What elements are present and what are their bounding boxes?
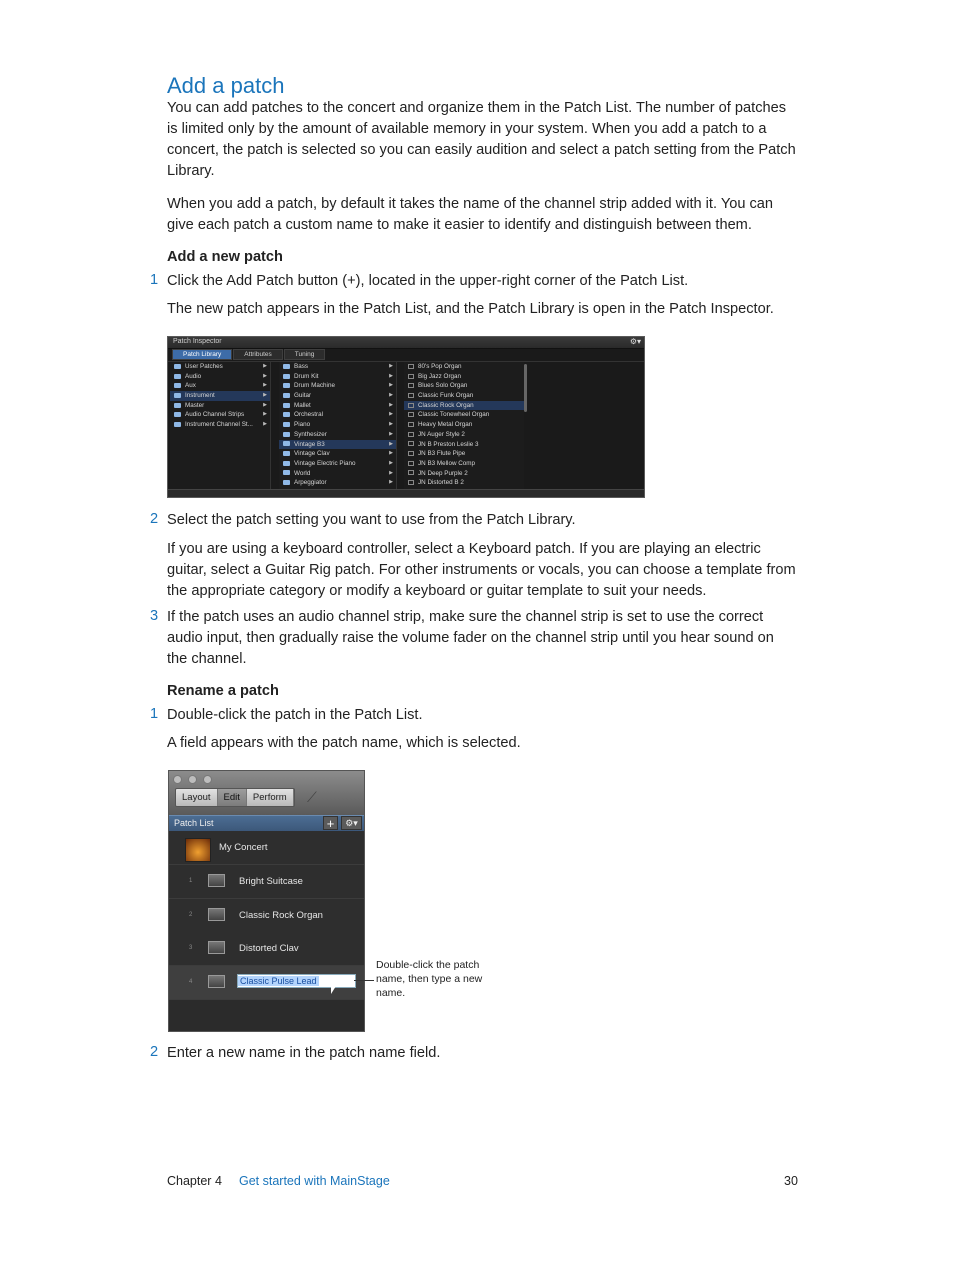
library-row[interactable]: JN B Preston Leslie 3 [404, 440, 524, 450]
folder-icon [283, 422, 290, 427]
patch-list-header [169, 815, 364, 831]
arrow-right-icon: ▶ [389, 479, 393, 486]
library-row[interactable]: JN Deep Purple 2 [404, 469, 524, 479]
folder-icon [174, 364, 181, 369]
step-note: The new patch appears in the Patch List, and the Patch Library is open in the Patch Inspector. [167, 301, 774, 317]
library-row[interactable]: User Patches ▶ [170, 362, 270, 372]
library-row[interactable]: Bass ▶ [279, 362, 396, 372]
arrow-right-icon: ▶ [263, 392, 267, 399]
library-row[interactable]: Audio Channel Strips ▶ [170, 410, 270, 420]
folder-icon [283, 480, 290, 485]
library-row[interactable]: Heavy Metal Organ [404, 420, 524, 430]
arrow-right-icon: ▶ [389, 372, 393, 379]
step-number: 2 [150, 511, 159, 527]
library-row[interactable]: Orchestral ▶ [279, 410, 396, 420]
folder-icon [174, 412, 181, 417]
patch-icon [408, 461, 414, 466]
library-row[interactable]: JN B3 Flute Pipe [404, 449, 524, 459]
patch-number: 1 [189, 878, 193, 884]
patch-icon [408, 432, 414, 437]
folder-icon [283, 461, 290, 466]
inspector-footer [168, 489, 644, 498]
library-row[interactable]: Guitar ▶ [279, 391, 396, 401]
step-number: 1 [150, 272, 159, 288]
library-row[interactable]: World ▶ [279, 469, 396, 479]
patch-icon [408, 374, 414, 379]
patch-icon [408, 422, 414, 427]
patch-name: Bright Suitcase [239, 876, 303, 887]
patch-row[interactable] [169, 932, 364, 966]
step-text: Double-click the patch in the Patch List. [167, 707, 423, 723]
patch-icon [408, 441, 414, 446]
patch-row[interactable] [169, 865, 364, 899]
patch-row[interactable] [169, 899, 364, 933]
inspector-title: Patch Inspector [173, 338, 222, 345]
library-row[interactable]: Classic Tonewheel Organ [404, 410, 524, 420]
callout-text: Double-click the patch name, then type a new name. [376, 959, 483, 999]
arrow-right-icon: ▶ [263, 411, 267, 418]
folder-icon [283, 432, 290, 437]
arrow-right-icon: ▶ [389, 363, 393, 369]
folder-icon [283, 364, 290, 369]
keyboard-icon [208, 874, 225, 887]
scrollbar[interactable] [524, 364, 527, 412]
arrow-right-icon: ▶ [389, 469, 393, 476]
folder-icon [283, 441, 290, 446]
organ-icon [208, 908, 225, 921]
patch-icon [408, 393, 414, 398]
library-row-selected[interactable]: Vintage B3 ▶ [279, 440, 396, 450]
step-number: 1 [150, 706, 159, 722]
patch-icon [408, 480, 414, 485]
arrow-right-icon: ▶ [389, 459, 393, 466]
library-row[interactable]: JN Distorted B 2 [404, 478, 524, 488]
arrow-right-icon: ▶ [263, 382, 267, 389]
inspector-tabs [172, 349, 326, 360]
clav-icon [208, 941, 225, 954]
folder-icon [174, 403, 181, 408]
patch-number: 2 [189, 912, 193, 918]
minimize-icon[interactable] [188, 775, 197, 784]
concert-icon [185, 838, 211, 862]
patch-icon [408, 403, 414, 408]
arrow-right-icon: ▶ [389, 440, 393, 447]
arrow-right-icon: ▶ [389, 421, 393, 428]
patch-number: 4 [189, 979, 193, 985]
folder-icon [174, 393, 181, 398]
patch-name: Classic Rock Organ [239, 910, 323, 921]
library-row[interactable]: Aux ▶ [170, 381, 270, 391]
library-row[interactable]: Drum Kit ▶ [279, 372, 396, 382]
folder-icon [283, 383, 290, 388]
step-text: Click the Add Patch button (+), located in the upper-right corner of the Patch List. [167, 273, 689, 289]
folder-icon [283, 470, 290, 475]
close-icon[interactable] [173, 775, 182, 784]
library-row[interactable]: Arpeggiator ▶ [279, 478, 396, 488]
callout-leader-line [354, 980, 374, 981]
mode-selector [175, 788, 295, 807]
step-note: A field appears with the patch name, which is selected. [167, 735, 521, 751]
library-row-selected[interactable]: Instrument ▶ [170, 391, 270, 401]
library-column-patches [404, 362, 524, 489]
patch-icon [408, 451, 414, 456]
patch-icon [408, 383, 414, 388]
tab-attributes[interactable]: Attributes [233, 349, 282, 360]
folder-icon [283, 412, 290, 417]
perform-mode-button[interactable]: Perform [247, 789, 294, 806]
synth-icon [208, 975, 225, 988]
folder-icon [283, 451, 290, 456]
concert-name: My Concert [219, 842, 268, 853]
inspector-header [168, 337, 644, 349]
step-number: 3 [150, 608, 159, 624]
pointer-cursor-icon [331, 986, 336, 994]
library-row[interactable]: Drum Machine ▶ [279, 381, 396, 391]
folder-icon [174, 422, 181, 427]
window-toolbar [169, 771, 364, 815]
library-row[interactable]: Blues Solo Organ [404, 381, 524, 391]
arrow-right-icon: ▶ [389, 430, 393, 437]
arrow-right-icon: ▶ [389, 382, 393, 389]
arrow-right-icon: ▶ [389, 401, 393, 408]
layout-mode-button[interactable]: Layout [176, 789, 218, 806]
patch-row-editing[interactable] [169, 966, 364, 1000]
library-row[interactable]: Big Jazz Organ [404, 372, 524, 382]
step-text: If the patch uses an audio channel strip, make sure the channel strip is set to use the correct audio input, then gradually raise the volume fader on the channel strip until you hear sound on the channel. [167, 609, 774, 667]
folder-icon [283, 374, 290, 379]
step-text: Select the patch setting you want to use from the Patch Library. [167, 512, 576, 528]
tab-patch-library[interactable]: Patch Library [172, 349, 232, 360]
gear-icon[interactable]: ⚙▾ [341, 816, 362, 830]
zoom-icon[interactable] [203, 775, 212, 784]
arrow-right-icon: ▶ [389, 450, 393, 457]
library-row[interactable]: Audio ▶ [170, 372, 270, 382]
library-row[interactable]: Synthesizer ▶ [279, 430, 396, 440]
footer-chapter-link[interactable]: Get started with MainStage [239, 1174, 390, 1188]
library-row[interactable]: JN Auger Style 2 [404, 430, 524, 440]
footer-chapter: Chapter 4 [167, 1174, 222, 1188]
folder-icon [174, 374, 181, 379]
patch-number: 3 [189, 945, 193, 951]
library-row[interactable]: Piano ▶ [279, 420, 396, 430]
arrow-right-icon: ▶ [389, 392, 393, 399]
patch-list-label: Patch List [174, 818, 214, 828]
gear-icon[interactable]: ⚙▾ [629, 337, 641, 346]
library-column-instruments [279, 362, 397, 489]
patch-icon [408, 364, 414, 369]
patch-icon [408, 470, 414, 475]
arrow-right-icon: ▶ [263, 363, 267, 369]
arrow-right-icon: ▶ [263, 372, 267, 379]
folder-icon [283, 403, 290, 408]
intro-paragraph-2: When you add a patch, by default it takes the name of the channel strip added with it. You can give each patch a custom name to make it easier to identify and distinguish between them. [167, 196, 774, 233]
library-row[interactable]: Instrument Channel St... ▶ [170, 420, 270, 430]
library-column-categories [170, 362, 271, 489]
arrow-right-icon: ▶ [263, 421, 267, 428]
library-row[interactable]: Vintage Clav ▶ [279, 449, 396, 459]
library-row[interactable]: 80's Pop Organ [404, 362, 524, 372]
concert-row[interactable] [169, 831, 364, 865]
add-patch-button[interactable]: + [323, 816, 338, 830]
section-heading-add: Add a new patch [167, 249, 283, 265]
arrow-right-icon: ▶ [263, 401, 267, 408]
step-note: If you are using a keyboard controller, select a Keyboard patch. If you are playing an electric guitar, select a Guitar Rig patch. For other instruments or vocals, you can choose a template from the appropriate category or modify a keyboard or guitar template to suit your needs. [167, 541, 796, 599]
library-row-selected[interactable]: Classic Rock Organ [404, 401, 524, 411]
page-number: 30 [784, 1174, 798, 1188]
library-row[interactable]: Classic Funk Organ [404, 391, 524, 401]
patch-icon [408, 412, 414, 417]
library-row[interactable]: Mallet ▶ [279, 401, 396, 411]
edit-mode-button[interactable]: Edit [218, 789, 247, 806]
intro-paragraph-1: You can add patches to the concert and organize them in the Patch List. The number of patches is limited only by the amount of available memory in your system. When you add a patch to a concert, the patch is selected so you can easily audition and select a patch setting from the Patch Library. [167, 100, 796, 179]
patch-name: Distorted Clav [239, 943, 299, 954]
arrow-right-icon: ▶ [389, 411, 393, 418]
step-number: 2 [150, 1044, 159, 1060]
tab-tuning[interactable]: Tuning [284, 349, 326, 360]
patch-inspector-screenshot [167, 336, 645, 498]
step-text: Enter a new name in the patch name field. [167, 1045, 441, 1061]
library-row[interactable]: Vintage Electric Piano ▶ [279, 459, 396, 469]
patch-name-field[interactable]: Classic Pulse Lead [237, 974, 356, 988]
tuner-icon[interactable]: ⟋ [307, 789, 317, 805]
section-heading-rename: Rename a patch [167, 683, 279, 699]
page-title: Add a patch [167, 73, 285, 98]
patch-list-screenshot [168, 770, 365, 1032]
library-row[interactable]: Master ▶ [170, 401, 270, 411]
folder-icon [283, 393, 290, 398]
folder-icon [174, 383, 181, 388]
library-row[interactable]: JN B3 Mellow Comp [404, 459, 524, 469]
